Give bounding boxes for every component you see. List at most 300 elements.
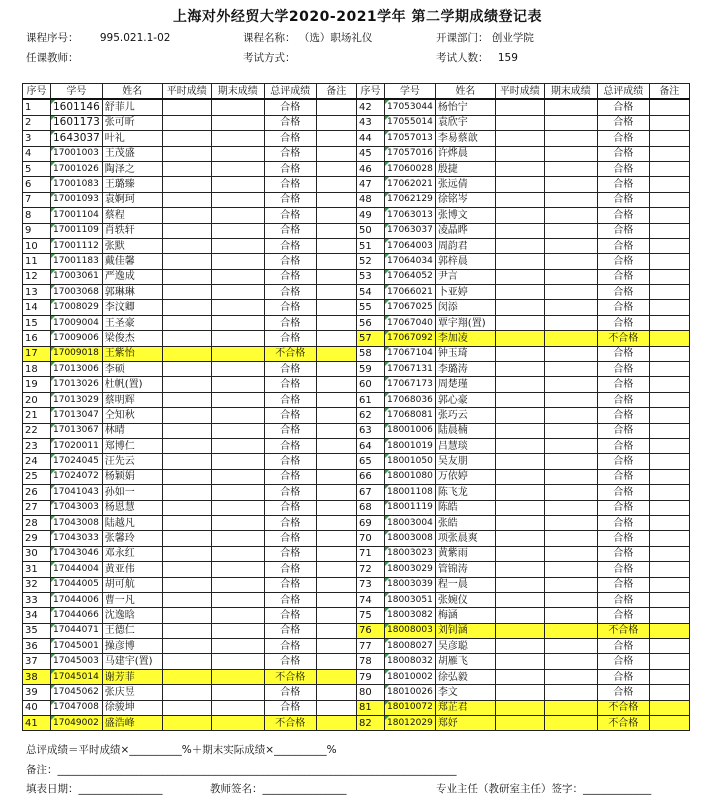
- cell-total-grade: 合格: [264, 315, 316, 330]
- cell-total-grade: 合格: [597, 408, 649, 423]
- cell-note: [316, 454, 356, 469]
- cell-final-score: [211, 469, 264, 484]
- cell-note: [316, 269, 356, 284]
- cell-regular-score: [162, 685, 211, 700]
- cell-final-score: [544, 362, 597, 377]
- cell-regular-score: [162, 238, 211, 253]
- cell-seq: 32: [23, 577, 51, 592]
- col-final-header: 期末成绩: [544, 84, 597, 100]
- cell-note: [649, 423, 689, 438]
- table-row: [357, 577, 690, 592]
- cell-seq: 69: [357, 515, 385, 530]
- cell-total-grade: 合格: [597, 208, 649, 223]
- cell-note: [316, 438, 356, 453]
- cell-total-grade: 合格: [264, 177, 316, 192]
- cell-total-grade: 合格: [264, 654, 316, 669]
- cell-student-id: 17068081: [385, 408, 436, 423]
- cell-seq: 78: [357, 654, 385, 669]
- cell-student-id: 17064003: [385, 238, 436, 253]
- cell-name: 舒菲儿: [102, 99, 162, 115]
- cell-note: [316, 577, 356, 592]
- cell-seq: 26: [23, 485, 51, 500]
- table-row: [357, 238, 690, 253]
- cell-seq: 49: [357, 208, 385, 223]
- course-number-label: 课程序号：: [26, 32, 79, 44]
- table-row: [23, 685, 357, 700]
- cell-total-grade: 合格: [597, 500, 649, 515]
- cell-final-score: [544, 592, 597, 607]
- cell-name: 李文: [435, 685, 495, 700]
- director-signature: 专业主任（教研室主任）签字：_____________: [436, 783, 652, 795]
- cell-seq: 62: [357, 408, 385, 423]
- cell-regular-score: [495, 623, 544, 638]
- cell-student-id: 17024072: [51, 469, 103, 484]
- cell-name: 徐铭岑: [435, 192, 495, 207]
- cell-final-score: [544, 223, 597, 238]
- cell-total-grade: 合格: [264, 423, 316, 438]
- table-row: [23, 515, 357, 530]
- table-row: [357, 377, 690, 392]
- table-row: [357, 700, 690, 715]
- cell-name: 曹一凡: [102, 592, 162, 607]
- cell-student-id: 17043003: [51, 500, 103, 515]
- grade-table-right: [356, 83, 690, 731]
- cell-seq: 39: [23, 685, 51, 700]
- cell-final-score: [211, 592, 264, 607]
- cell-student-id: 17055014: [385, 115, 436, 130]
- cell-final-score: [544, 515, 597, 530]
- cell-student-id: 17009004: [51, 315, 103, 330]
- cell-regular-score: [495, 408, 544, 423]
- cell-note: [316, 700, 356, 715]
- table-row: [23, 392, 357, 407]
- cell-total-grade: 合格: [597, 131, 649, 146]
- cell-name: 吴友朋: [435, 454, 495, 469]
- cell-regular-score: [162, 346, 211, 361]
- cell-seq: 63: [357, 423, 385, 438]
- cell-total-grade: 合格: [264, 223, 316, 238]
- table-row: [357, 608, 690, 623]
- cell-total-grade: 合格: [264, 500, 316, 515]
- cell-name: 戴佳馨: [102, 254, 162, 269]
- cell-total-grade: 合格: [264, 115, 316, 130]
- cell-total-grade: 不合格: [597, 623, 649, 638]
- cell-name: 项张晨爽: [435, 531, 495, 546]
- cell-regular-score: [495, 99, 544, 115]
- table-row: [23, 654, 357, 669]
- cell-seq: 14: [23, 300, 51, 315]
- cell-seq: 80: [357, 685, 385, 700]
- cell-final-score: [544, 623, 597, 638]
- cell-total-grade: 不合格: [597, 700, 649, 715]
- cell-note: [649, 562, 689, 577]
- cell-note: [316, 500, 356, 515]
- table-row: [23, 700, 357, 715]
- col-name-header: 姓名: [435, 84, 495, 100]
- cell-note: [649, 546, 689, 561]
- cell-note: [649, 161, 689, 176]
- page-title: 上海对外经贸大学2020-2021学年 第二学期成绩登记表: [172, 9, 543, 25]
- cell-total-grade: 合格: [597, 377, 649, 392]
- cell-seq: 68: [357, 500, 385, 515]
- cell-regular-score: [162, 223, 211, 238]
- cell-note: [316, 408, 356, 423]
- cell-note: [649, 238, 689, 253]
- cell-student-id: 17001104: [51, 208, 103, 223]
- grade-rows-left: [23, 99, 357, 731]
- cell-student-id: 17049002: [51, 716, 103, 731]
- cell-student-id: 18008003: [385, 623, 436, 638]
- col-name-header: 姓名: [102, 84, 162, 100]
- cell-name: 邓永红: [102, 546, 162, 561]
- table-row: [23, 99, 357, 115]
- table-row: [357, 592, 690, 607]
- cell-regular-score: [162, 485, 211, 500]
- cell-regular-score: [162, 192, 211, 207]
- cell-regular-score: [162, 269, 211, 284]
- cell-final-score: [544, 423, 597, 438]
- table-row: [23, 469, 357, 484]
- cell-seq: 11: [23, 254, 51, 269]
- cell-seq: 28: [23, 515, 51, 530]
- cell-name: 郭琳琳: [102, 285, 162, 300]
- cell-regular-score: [495, 146, 544, 161]
- exam-mode-label: 考试方式：: [243, 52, 296, 64]
- cell-name: 林晴: [102, 423, 162, 438]
- cell-final-score: [211, 238, 264, 253]
- table-row: [357, 223, 690, 238]
- cell-note: [649, 654, 689, 669]
- cell-total-grade: 不合格: [264, 716, 316, 731]
- cell-regular-score: [495, 515, 544, 530]
- cell-student-id: 18010026: [385, 685, 436, 700]
- cell-total-grade: 合格: [597, 315, 649, 330]
- cell-final-score: [211, 700, 264, 715]
- teacher: [26, 50, 79, 65]
- cell-student-id: 17003068: [51, 285, 103, 300]
- cell-final-score: [211, 438, 264, 453]
- cell-regular-score: [495, 223, 544, 238]
- table-row: [23, 192, 357, 207]
- cell-name: 张博文: [435, 208, 495, 223]
- cell-total-grade: 合格: [264, 238, 316, 253]
- table-row: [23, 161, 357, 176]
- cell-note: [649, 223, 689, 238]
- cell-note: [316, 469, 356, 484]
- cell-regular-score: [162, 161, 211, 176]
- cell-final-score: [211, 500, 264, 515]
- exam-count: [436, 50, 518, 65]
- cell-student-id: 17057013: [385, 131, 436, 146]
- cell-note: [316, 623, 356, 638]
- cell-final-score: [211, 654, 264, 669]
- cell-student-id: 18001108: [385, 485, 436, 500]
- cell-regular-score: [162, 208, 211, 223]
- cell-regular-score: [495, 685, 544, 700]
- cell-name: 尹言: [435, 269, 495, 284]
- cell-total-grade: 合格: [264, 515, 316, 530]
- cell-student-id: 17013047: [51, 408, 103, 423]
- cell-student-id: 17041043: [51, 485, 103, 500]
- cell-student-id: 18001050: [385, 454, 436, 469]
- cell-regular-score: [162, 300, 211, 315]
- col-final-header: 期末成绩: [211, 84, 264, 100]
- cell-note: [649, 639, 689, 654]
- cell-student-id: 18008032: [385, 654, 436, 669]
- table-row: [23, 331, 357, 346]
- cell-student-id: 17064034: [385, 254, 436, 269]
- cell-seq: 66: [357, 469, 385, 484]
- exam-count-value: 159: [497, 52, 518, 64]
- cell-name: 杨怡宁: [435, 99, 495, 115]
- cell-student-id: 18003008: [385, 531, 436, 546]
- cell-regular-score: [495, 438, 544, 453]
- cell-regular-score: [495, 669, 544, 684]
- table-row: [357, 500, 690, 515]
- cell-regular-score: [495, 654, 544, 669]
- cell-seq: 36: [23, 639, 51, 654]
- cell-regular-score: [495, 346, 544, 361]
- cell-student-id: 17043046: [51, 546, 103, 561]
- table-row: [23, 377, 357, 392]
- cell-student-id: 17008029: [51, 300, 103, 315]
- cell-final-score: [544, 192, 597, 207]
- cell-seq: 59: [357, 362, 385, 377]
- cell-seq: 82: [357, 716, 385, 731]
- cell-total-grade: 合格: [264, 623, 316, 638]
- table-row: [357, 115, 690, 130]
- cell-total-grade: 合格: [264, 438, 316, 453]
- cell-regular-score: [495, 192, 544, 207]
- table-row: [357, 438, 690, 453]
- cell-note: [316, 192, 356, 207]
- cell-total-grade: 合格: [264, 592, 316, 607]
- cell-student-id: 18003023: [385, 546, 436, 561]
- cell-note: [316, 716, 356, 731]
- cell-name: 沈逸晗: [102, 608, 162, 623]
- cell-seq: 46: [357, 161, 385, 176]
- cell-total-grade: 合格: [597, 654, 649, 669]
- cell-note: [316, 161, 356, 176]
- cell-student-id: 17057016: [385, 146, 436, 161]
- cell-student-id: 1643037: [51, 131, 103, 146]
- cell-note: [316, 146, 356, 161]
- cell-final-score: [211, 300, 264, 315]
- cell-total-grade: 合格: [264, 362, 316, 377]
- course-name-value: （选）职场礼仪: [298, 32, 373, 44]
- cell-note: [649, 469, 689, 484]
- cell-total-grade: 合格: [264, 608, 316, 623]
- cell-note: [649, 408, 689, 423]
- cell-seq: 51: [357, 238, 385, 253]
- cell-regular-score: [162, 469, 211, 484]
- cell-name: 卜亚婷: [435, 285, 495, 300]
- cell-note: [649, 362, 689, 377]
- cell-note: [316, 131, 356, 146]
- cell-name: 殷捷: [435, 161, 495, 176]
- cell-final-score: [211, 408, 264, 423]
- cell-total-grade: 合格: [597, 362, 649, 377]
- cell-total-grade: 合格: [264, 485, 316, 500]
- cell-name: 陶泽之: [102, 161, 162, 176]
- cell-note: [316, 208, 356, 223]
- cell-final-score: [544, 546, 597, 561]
- cell-name: 郑芷君: [435, 700, 495, 715]
- cell-note: [649, 115, 689, 130]
- cell-final-score: [544, 131, 597, 146]
- cell-name: 叶礼: [102, 131, 162, 146]
- table-row: [357, 146, 690, 161]
- cell-name: 万依婷: [435, 469, 495, 484]
- table-row: [23, 423, 357, 438]
- cell-name: 吴彦聪: [435, 639, 495, 654]
- table-row: [357, 639, 690, 654]
- cell-final-score: [211, 192, 264, 207]
- cell-final-score: [544, 285, 597, 300]
- cell-name: 钟玉琦: [435, 346, 495, 361]
- department: [436, 30, 534, 45]
- cell-final-score: [211, 485, 264, 500]
- cell-final-score: [544, 377, 597, 392]
- cell-total-grade: 合格: [264, 99, 316, 115]
- cell-regular-score: [495, 208, 544, 223]
- cell-final-score: [211, 177, 264, 192]
- cell-total-grade: 合格: [264, 146, 316, 161]
- cell-total-grade: 合格: [597, 438, 649, 453]
- cell-total-grade: 合格: [597, 285, 649, 300]
- cell-student-id: 18010002: [385, 669, 436, 684]
- table-row: [23, 315, 357, 330]
- table-row: [23, 115, 357, 130]
- cell-final-score: [211, 716, 264, 731]
- cell-note: [649, 146, 689, 161]
- cell-total-grade: 合格: [264, 254, 316, 269]
- cell-total-grade: 合格: [264, 392, 316, 407]
- cell-regular-score: [495, 562, 544, 577]
- cell-regular-score: [495, 485, 544, 500]
- cell-total-grade: 合格: [597, 639, 649, 654]
- cell-seq: 27: [23, 500, 51, 515]
- cell-seq: 30: [23, 546, 51, 561]
- cell-note: [316, 669, 356, 684]
- cell-note: [649, 485, 689, 500]
- cell-regular-score: [162, 562, 211, 577]
- cell-note: [316, 685, 356, 700]
- table-row: [23, 485, 357, 500]
- cell-seq: 3: [23, 131, 51, 146]
- teacher-signature: 教师签名：________________: [210, 783, 347, 795]
- cell-student-id: 18003082: [385, 608, 436, 623]
- remark-line: 备注：____________________________________________________________________________: [26, 764, 457, 776]
- cell-regular-score: [495, 131, 544, 146]
- cell-student-id: 17003061: [51, 269, 103, 284]
- cell-seq: 76: [357, 623, 385, 638]
- cell-note: [316, 515, 356, 530]
- cell-note: [649, 716, 689, 731]
- cell-final-score: [211, 346, 264, 361]
- cell-note: [316, 531, 356, 546]
- cell-final-score: [544, 577, 597, 592]
- cell-total-grade: 合格: [597, 485, 649, 500]
- cell-total-grade: 合格: [597, 161, 649, 176]
- cell-student-id: 17013026: [51, 377, 103, 392]
- cell-note: [649, 608, 689, 623]
- cell-final-score: [211, 99, 264, 115]
- cell-total-grade: 合格: [597, 531, 649, 546]
- cell-seq: 1: [23, 99, 51, 115]
- cell-seq: 35: [23, 623, 51, 638]
- col-note-header: 备注: [649, 84, 689, 100]
- table-row: [357, 315, 690, 330]
- cell-name: 许烨晨: [435, 146, 495, 161]
- table-row: [23, 269, 357, 284]
- cell-student-id: 18010072: [385, 700, 436, 715]
- cell-final-score: [544, 562, 597, 577]
- cell-note: [316, 315, 356, 330]
- cell-seq: 64: [357, 438, 385, 453]
- table-row: [357, 192, 690, 207]
- cell-total-grade: 不合格: [597, 716, 649, 731]
- cell-note: [316, 177, 356, 192]
- table-row: [357, 531, 690, 546]
- table-row: [23, 408, 357, 423]
- cell-note: [649, 377, 689, 392]
- cell-final-score: [211, 115, 264, 130]
- cell-seq: 47: [357, 177, 385, 192]
- cell-student-id: 18001019: [385, 438, 436, 453]
- cell-seq: 81: [357, 700, 385, 715]
- cell-regular-score: [162, 546, 211, 561]
- cell-student-id: 17009018: [51, 346, 103, 361]
- teacher-label: 任课教师：: [26, 52, 79, 64]
- col-id-header: 学号: [51, 84, 103, 100]
- cell-note: [649, 99, 689, 115]
- cell-student-id: 17067040: [385, 315, 436, 330]
- cell-regular-score: [495, 700, 544, 715]
- cell-total-grade: 合格: [597, 685, 649, 700]
- cell-regular-score: [162, 99, 211, 115]
- cell-regular-score: [495, 331, 544, 346]
- cell-regular-score: [162, 577, 211, 592]
- cell-final-score: [544, 654, 597, 669]
- cell-seq: 41: [23, 716, 51, 731]
- cell-final-score: [211, 531, 264, 546]
- cell-student-id: 17013029: [51, 392, 103, 407]
- table-row: [23, 669, 357, 684]
- cell-name: 周楚瑾: [435, 377, 495, 392]
- cell-regular-score: [162, 700, 211, 715]
- course-number: [26, 30, 170, 45]
- cell-final-score: [211, 377, 264, 392]
- cell-note: [316, 608, 356, 623]
- cell-name: 李硕: [102, 362, 162, 377]
- cell-name: 管锦涛: [435, 562, 495, 577]
- cell-note: [649, 269, 689, 284]
- cell-student-id: 18012029: [385, 716, 436, 731]
- cell-student-id: 17013067: [51, 423, 103, 438]
- cell-note: [649, 438, 689, 453]
- cell-regular-score: [162, 423, 211, 438]
- cell-student-id: 17066021: [385, 285, 436, 300]
- cell-student-id: 17062129: [385, 192, 436, 207]
- cell-name: 袁婀珂: [102, 192, 162, 207]
- grade-table-left: [22, 83, 357, 731]
- cell-total-grade: 合格: [597, 546, 649, 561]
- cell-seq: 31: [23, 562, 51, 577]
- cell-name: 王璐臻: [102, 177, 162, 192]
- cell-seq: 24: [23, 454, 51, 469]
- table-row: [357, 654, 690, 669]
